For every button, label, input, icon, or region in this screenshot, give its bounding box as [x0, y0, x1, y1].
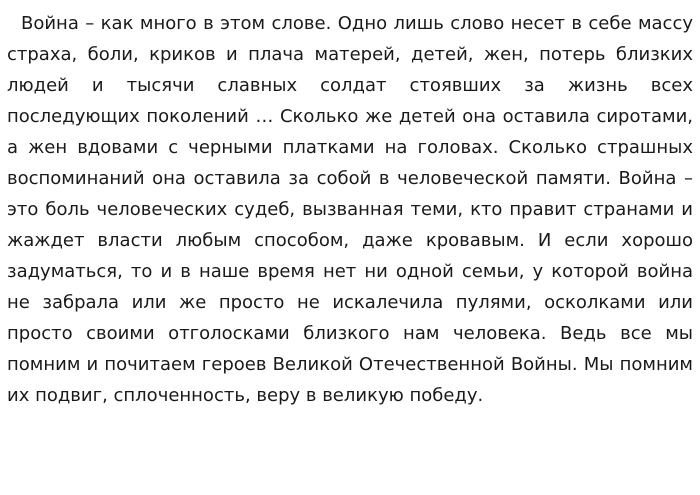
essay-paragraph: Война – как много в этом слове. Одно лишь слово несет в себе массу страха, боли, криков и плача матерей, детей, жен, потерь близких людей и тысячи славных солдат стоявших за жизнь всех последующих поколений … Сколько же детей она оставила сиротами, а жен вдовами с черными платками на головах. Сколько страшных воспоминаний она оставила за собой в человеческой памяти. Война – это боль человеческих судеб, вызванная теми, кто правит странами и жаждет власти любым способом, даже кровавым. И если хорошо задуматься, то и в наше время нет ни одной семьи, у которой война не забрала или же просто не искалечила пулями, осколками или просто своими отголосками близкого нам человека. Ведь все мы помним и почитаем героев Великой Отечественной Войны. Мы помним их подвиг, сплоченность, веру в великую победу. [7, 13, 693, 406]
